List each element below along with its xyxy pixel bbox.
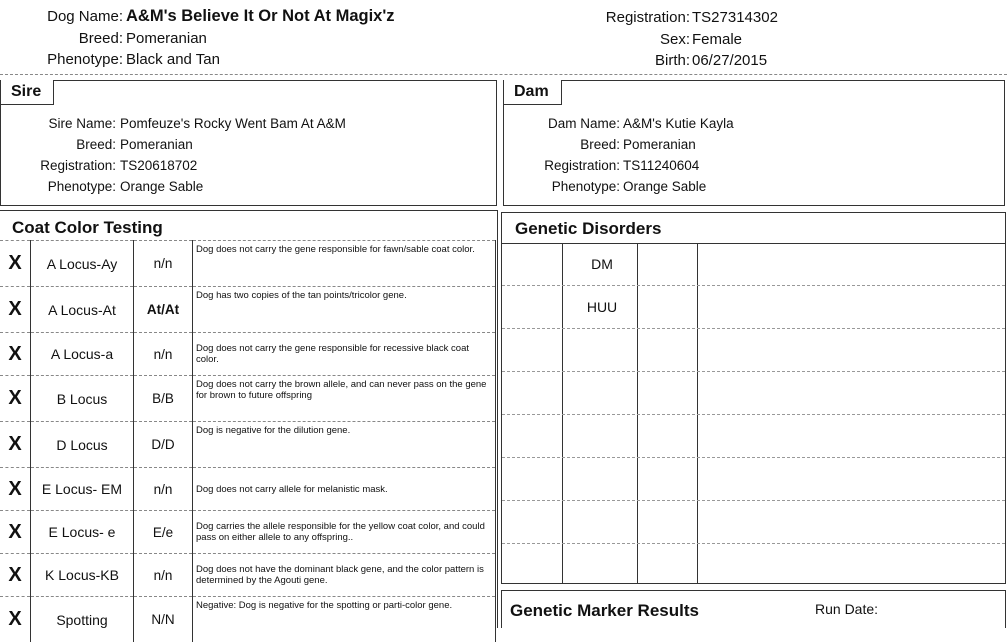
dam-phenotype-value: Orange Sable xyxy=(623,177,706,197)
table-row xyxy=(0,241,496,287)
divider xyxy=(502,328,1005,329)
result-description: Dog is negative for the dilution gene. xyxy=(193,422,496,468)
tested-mark: X xyxy=(0,333,31,376)
phenotype-value: Black and Tan xyxy=(126,51,220,68)
result-description: Dog does not carry the brown allele, and can never pass on the gene for brown to future offspring xyxy=(193,376,496,422)
disorder-item: HUU xyxy=(567,299,637,315)
genotype: n/n xyxy=(134,333,193,376)
tested-mark: X xyxy=(0,597,31,642)
locus-name: K Locus-KB xyxy=(31,554,134,597)
sire-phenotype-value: Orange Sable xyxy=(120,177,203,197)
dam-phenotype-label: Phenotype: xyxy=(504,177,620,197)
dam-tab: Dam xyxy=(503,80,562,105)
sire-tab: Sire xyxy=(0,80,54,105)
table-row xyxy=(0,287,496,333)
dam-registration-value: TS11240604 xyxy=(623,156,699,176)
locus-name: A Locus-a xyxy=(31,333,134,376)
sire-registration-value: TS20618702 xyxy=(120,156,197,176)
sire-name-value: Pomfeuze's Rocky Went Bam At A&M xyxy=(120,114,346,134)
divider xyxy=(502,500,1005,501)
sire-phenotype-label: Phenotype: xyxy=(1,177,116,197)
genetic-disorders-title: Genetic Disorders xyxy=(515,219,661,239)
registration-label: Registration: xyxy=(606,9,690,26)
sire-registration-label: Registration: xyxy=(1,156,116,176)
table-row xyxy=(0,597,496,642)
result-description: Negative: Dog is negative for the spotting or parti-color gene. xyxy=(193,597,496,642)
divider xyxy=(502,414,1005,415)
divider xyxy=(502,457,1005,458)
sex-label: Sex: xyxy=(660,31,690,48)
table-row xyxy=(0,554,496,597)
locus-name: D Locus xyxy=(31,422,134,468)
breed-label: Breed: xyxy=(79,30,123,47)
genotype: E/e xyxy=(134,511,193,554)
sire-breed-value: Pomeranian xyxy=(120,135,193,155)
birth-label: Birth: xyxy=(655,52,690,69)
divider xyxy=(502,543,1005,544)
locus-name: E Locus- EM xyxy=(31,468,134,511)
genetic-marker-panel xyxy=(501,590,1006,628)
table-row xyxy=(0,468,496,511)
divider xyxy=(637,243,638,583)
tested-mark: X xyxy=(0,554,31,597)
tested-mark: X xyxy=(0,241,31,287)
locus-name: A Locus-Ay xyxy=(31,241,134,287)
result-description: Dog does not carry the gene responsible for fawn/sable coat color. xyxy=(193,241,496,287)
phenotype-label: Phenotype: xyxy=(47,51,123,68)
coat-color-title: Coat Color Testing xyxy=(12,218,163,238)
result-description: Dog does not have the dominant black gene, and the color pattern is determined by the Agouti gene. xyxy=(193,554,496,597)
table-row xyxy=(0,511,496,554)
genetic-marker-title: Genetic Marker Results xyxy=(510,601,699,621)
result-description: Dog carries the allele responsible for the yellow coat color, and could pass on either allele to any offspring.. xyxy=(193,511,496,554)
sex-value: Female xyxy=(692,31,742,48)
birth-value: 06/27/2015 xyxy=(692,52,767,69)
registration-value: TS27314302 xyxy=(692,9,778,26)
divider xyxy=(502,285,1005,286)
dog-name-value: A&M's Believe It Or Not At Magix'z xyxy=(126,7,395,26)
locus-name: A Locus-At xyxy=(31,287,134,333)
breed-value: Pomeranian xyxy=(126,30,207,47)
divider xyxy=(502,243,1005,244)
result-description: Dog does not carry allele for melanistic mask. xyxy=(193,468,496,511)
divider xyxy=(502,371,1005,372)
divider xyxy=(562,243,563,583)
locus-name: Spotting xyxy=(31,597,134,642)
run-date-label: Run Date: xyxy=(815,601,878,617)
dam-registration-label: Registration: xyxy=(504,156,620,176)
dam-panel xyxy=(503,80,1005,206)
dam-name-value: A&M's Kutie Kayla xyxy=(623,114,734,134)
genetic-disorders-panel xyxy=(501,212,1006,584)
tested-mark: X xyxy=(0,511,31,554)
tested-mark: X xyxy=(0,376,31,422)
locus-name: B Locus xyxy=(31,376,134,422)
dam-breed-value: Pomeranian xyxy=(623,135,696,155)
table-row xyxy=(0,333,496,376)
sire-name-label: Sire Name: xyxy=(1,114,116,134)
locus-name: E Locus- e xyxy=(31,511,134,554)
dog-name-label: Dog Name: xyxy=(47,8,123,25)
genotype: N/N xyxy=(134,597,193,642)
genotype: n/n xyxy=(134,554,193,597)
divider xyxy=(697,243,698,583)
genotype: At/At xyxy=(134,287,193,333)
tested-mark: X xyxy=(0,468,31,511)
header-divider xyxy=(0,74,1007,75)
genotype: D/D xyxy=(134,422,193,468)
disorder-item: DM xyxy=(567,256,637,272)
tested-mark: X xyxy=(0,287,31,333)
sire-breed-label: Breed: xyxy=(1,135,116,155)
tested-mark: X xyxy=(0,422,31,468)
coat-color-table xyxy=(0,240,496,642)
genotype: n/n xyxy=(134,468,193,511)
genotype: B/B xyxy=(134,376,193,422)
result-description: Dog has two copies of the tan points/tricolor gene. xyxy=(193,287,496,333)
dam-breed-label: Breed: xyxy=(504,135,620,155)
genotype: n/n xyxy=(134,241,193,287)
dam-name-label: Dam Name: xyxy=(504,114,620,134)
result-description: Dog does not carry the gene responsible for recessive black coat color. xyxy=(193,333,496,376)
sire-panel xyxy=(0,80,497,206)
table-row xyxy=(0,422,496,468)
table-row xyxy=(0,376,496,422)
